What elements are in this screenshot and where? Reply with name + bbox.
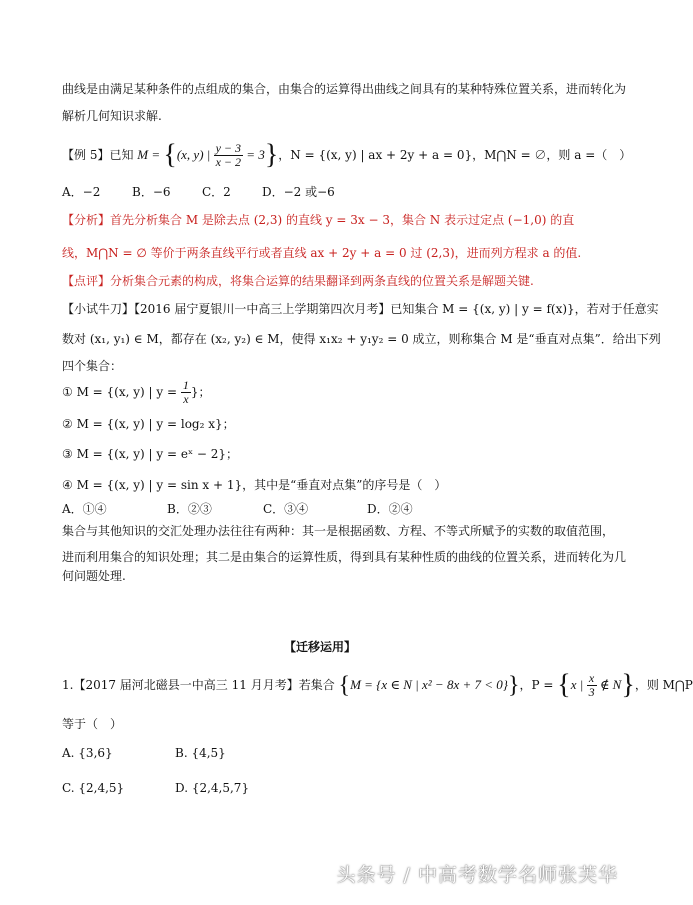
q1-options-row-1 (62, 745, 226, 761)
summary-line-3: 何问题处理. (62, 569, 126, 583)
practice-line-2: 数对 (x₁, y₁) ∈ M，都存在 (x₂, y₂) ∈ M，使得 x₁x₂ + y₁y₂ = 0 成立，则称集合 M 是“垂直对点集”．给出下列 (62, 332, 661, 346)
q1-line-2: 等于（ ） (62, 717, 123, 731)
practice-item-3: ③ M = {(x, y) | y = eˣ − 2}； (62, 447, 238, 461)
q1-prefix: 1.【2017 届河北磁县一中高三 11 月月考】若集合 (62, 678, 339, 692)
intro-line-1: 曲线是由满足某种条件的点组成的集合，由集合的运算得出曲线之间具有的某种特殊位置关系，进而转化为 (62, 82, 627, 96)
watermark: 头条号 / 中高考数学名师张芙华 (336, 864, 618, 886)
right-brace: } (507, 672, 520, 699)
section-title: 【迁移运用】 (283, 640, 356, 654)
item1-suffix: }； (190, 385, 211, 399)
option-c: C. {2,4,5} (62, 781, 125, 795)
example5-question (62, 140, 631, 170)
left-brace: { (163, 139, 177, 171)
q1-P-set-left: x | (570, 677, 587, 692)
practice-item-1 (62, 378, 211, 406)
example5-tag: 【例 5】已知 (62, 148, 138, 162)
right-brace: } (264, 139, 279, 171)
q1-suffix: ，则 M⋂P (634, 678, 693, 692)
fraction-denominator: 3 (588, 685, 595, 699)
fraction-numerator: 1 (182, 378, 189, 392)
practice-line-1: 【小试牛刀】【2016 届宁夏银川一中高三上学期第四次月考】已知集合 M = {(x, y) | y = f(x)}，若对于任意实 (62, 302, 659, 316)
practice-item-2: ② M = {(x, y) | y = log₂ x}； (62, 417, 235, 431)
option-b: B．②③ (167, 502, 212, 516)
option-a: A．①④ (62, 502, 107, 516)
example5-fraction (214, 142, 243, 169)
example5-set-left: (x, y) | (176, 147, 214, 162)
option-b: B. {4,5} (175, 746, 226, 760)
analysis-line-2: 线，M⋂N = ∅ 等价于两条直线平行或者直线 ax + 2y + a = 0 过 (2,3)，进而列方程求 a 的值. (62, 246, 582, 260)
option-a: A. {3,6} (62, 746, 113, 760)
practice-options (62, 501, 413, 517)
q1-P-set-right: ∉ N (596, 677, 622, 692)
example5-set-right: = 3 (243, 147, 265, 162)
left-brace: { (338, 672, 351, 699)
q1-line-1 (62, 670, 693, 700)
option-d: D．−2 或−6 (262, 185, 335, 199)
practice-item-4: ④ M = {(x, y) | y = sin x + 1}，其中是“垂直对点集”的序号是（ ） (62, 478, 447, 492)
q1-M-part: M = {x ∈ N | x² − 8x + 7 < 0} (350, 677, 508, 692)
item1-fraction (181, 379, 191, 406)
q1-P-left: ，P = (519, 678, 558, 692)
intro-line-2: 解析几何知识求解. (62, 109, 162, 123)
fraction-denominator: x − 2 (215, 155, 242, 169)
comment-line-1: 【点评】分析集合元素的构成，将集合运算的结果翻译到两条直线的位置关系是解题关键. (62, 274, 534, 288)
summary-line-2: 进而利用集合的知识处理；其二是由集合的运算性质，得到具有某种性质的曲线的位置关系，进而转化为几 (62, 550, 627, 564)
summary-line-1: 集合与其他知识的交汇处理办法往往有两种：其一是根据函数、方程、不等式所赋予的实数的取值范围， (62, 524, 615, 538)
example5-M-lhs: M = (137, 147, 164, 162)
option-c: C．2 (202, 185, 231, 199)
right-brace: } (621, 669, 635, 701)
example5-options (62, 184, 335, 200)
analysis-line-1: 【分析】首先分析集合 M 是除去点 (2,3) 的直线 y = 3x − 3，集合 N 表示过定点 (−1,0) 的直 (62, 213, 575, 227)
practice-line-3: 四个集合： (62, 359, 123, 373)
option-d: D．②④ (367, 502, 413, 516)
left-brace: { (557, 669, 571, 701)
q1-P-fraction (587, 672, 597, 699)
fraction-numerator: x (587, 672, 597, 686)
q1-options-row-2 (62, 780, 249, 796)
item1-prefix: ① M = {(x, y) | y = (62, 385, 181, 399)
option-a: A．−2 (62, 185, 101, 199)
option-c: C．③④ (263, 502, 309, 516)
option-d: D. {2,4,5,7} (175, 781, 250, 795)
fraction-numerator: y − 3 (215, 141, 242, 155)
example5-N-part: ，N = {(x, y) | ax + 2y + a = 0}，M⋂N = ∅，则 a =（ ） (278, 148, 632, 162)
option-b: B．−6 (132, 185, 171, 199)
fraction-denominator: x (183, 392, 189, 406)
